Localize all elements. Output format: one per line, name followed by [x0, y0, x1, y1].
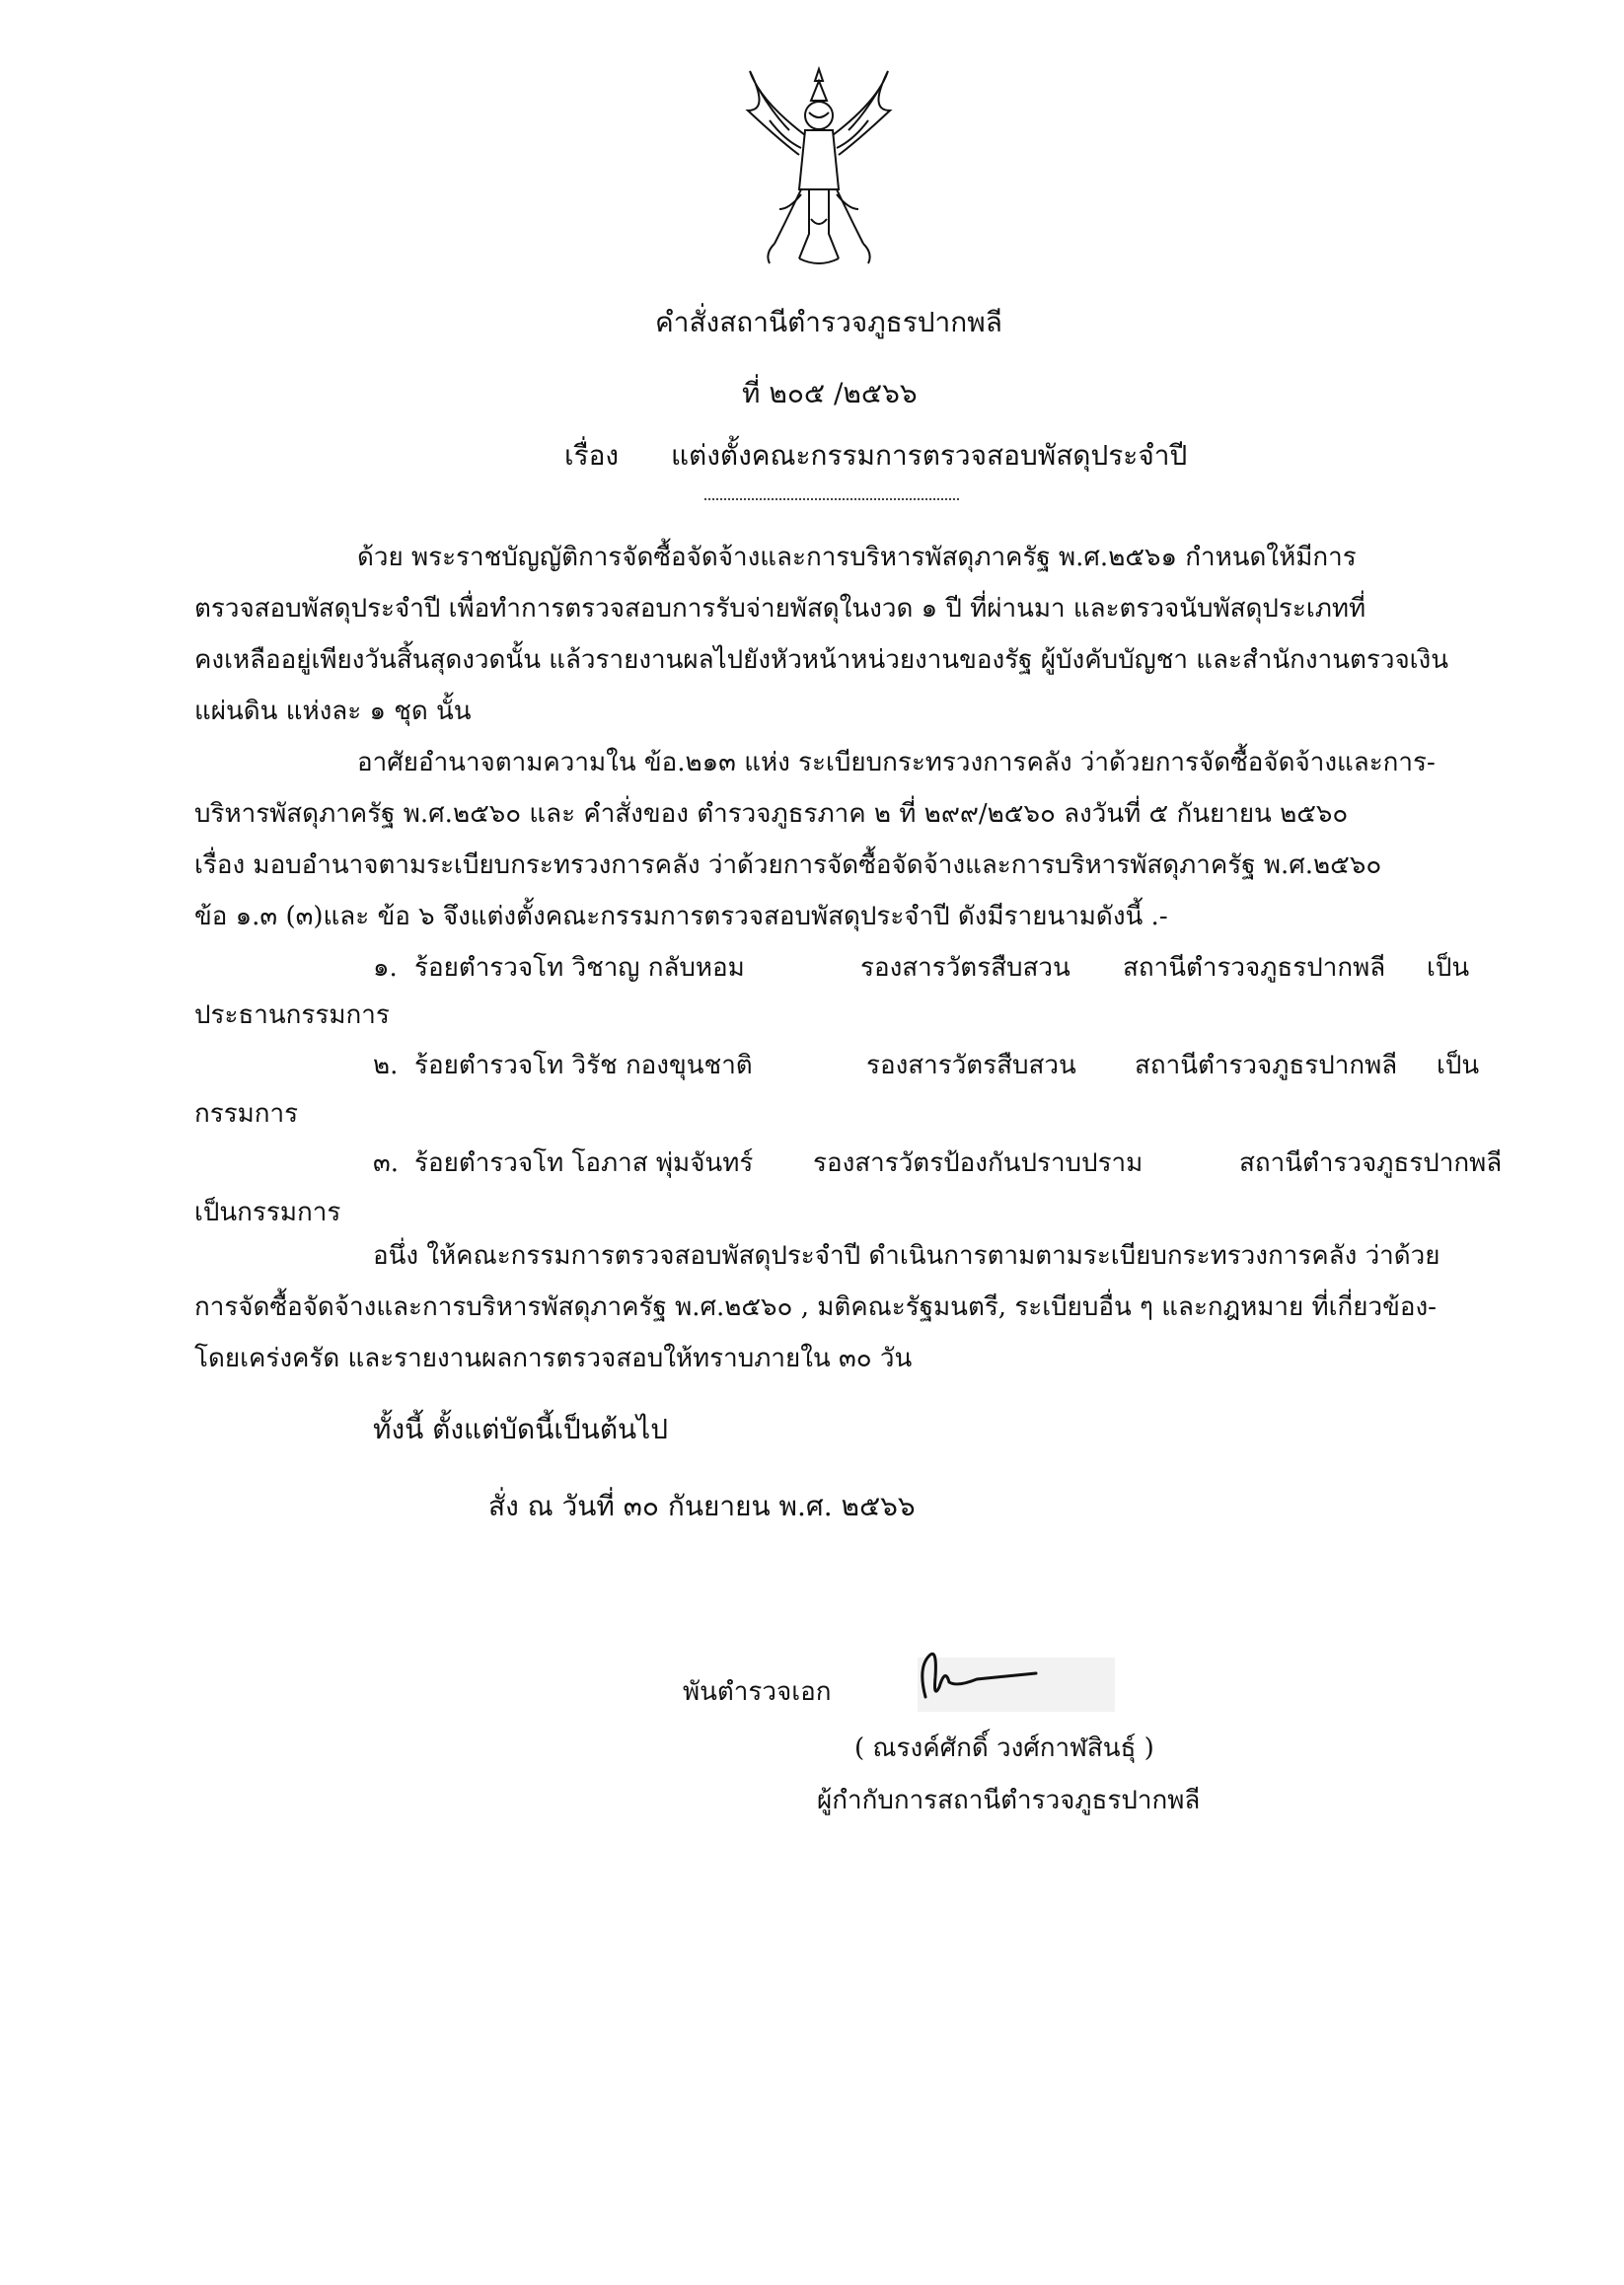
header-divider: [704, 498, 959, 500]
p2-line-2: บริหารพัสดุภาครัฐ พ.ศ.๒๕๖๐ และ คำสั่งของ ตำรวจภูธรภาค ๒ ที่ ๒๙๙/๒๕๖๐ ลงวันที่ ๕ กันยายน ๒๕๖๐: [194, 799, 1349, 829]
member-1-role: ประธานกรรมการ: [194, 1000, 390, 1030]
member-3-role: เป็นกรรมการ: [194, 1198, 341, 1227]
member-1-unit: สถานีตำรวจภูธรปากพลี: [1123, 953, 1386, 983]
member-2-role-suffix: เป็น: [1437, 1051, 1480, 1080]
garuda-emblem: [740, 61, 898, 268]
p1-line-4: แผ่นดิน แห่งละ ๑ ชุด นั้น: [194, 697, 472, 726]
p2-line-3: เรื่อง มอบอำนาจตามระเบียบกระทรวงการคลัง ว่าด้วยการจัดซื้อจัดจ้างและการบริหารพัสดุภาครัฐ พ.ศ.๒๕๖๐: [194, 850, 1382, 880]
member-1-role-suffix: เป็น: [1427, 953, 1470, 983]
p3-line-1: อนึ่ง ให้คณะกรรมการตรวจสอบพัสดุประจำปี ดำเนินการตามตามระเบียบกระทรวงการคลัง ว่าด้วย: [373, 1241, 1440, 1271]
subject-text: แต่งตั้งคณะกรรมการตรวจสอบพัสดุประจำปี: [671, 439, 1188, 472]
p1-line-2: ตรวจสอบพัสดุประจำปี เพื่อทำการตรวจสอบการรับจ่ายพัสดุในงวด ๑ ปี ที่ผ่านมา และตรวจนับพัสดุประเภทที่: [194, 594, 1366, 624]
p2-line-1: อาศัยอำนาจตามความใน ข้อ.๒๑๓ แห่ง ระเบียบกระทรวงการคลัง ว่าด้วยการจัดซื้อจัดจ้างและการ-: [357, 748, 1436, 777]
member-1-position: รองสารวัตรสืบสวน: [860, 953, 1070, 983]
p1-line-3: คงเหลืออยู่เพียงวันสิ้นสุดงวดนั้น แล้วรายงานผลไปยังหัวหน้าหน่วยงานของรัฐ ผู้บังคับบัญชา และสำนักงานตรวจเงิน: [194, 645, 1449, 675]
subject-label: เรื่อง: [564, 439, 620, 472]
handwritten-signature: [888, 1638, 1125, 1712]
order-date: สั่ง ณ วันที่ ๓๐ กันยายน พ.ศ. ๒๕๖๖: [488, 1490, 916, 1522]
member-1-name: ร้อยตำรวจโท วิชาญ กลับหอม: [414, 953, 745, 983]
member-1-no: ๑.: [373, 953, 398, 983]
p3-line-2: การจัดซื้อจัดจ้างและการบริหารพัสดุภาครัฐ พ.ศ.๒๕๖๐ , มติคณะรัฐมนตรี, ระเบียบอื่น ๆ และกฎหมาย ที่เกี่ยวข้อง-: [194, 1292, 1437, 1322]
p3-line-3: โดยเคร่งครัด และรายงานผลการตรวจสอบให้ทราบภายใน ๓๐ วัน: [194, 1344, 913, 1373]
effective-clause: ทั้งนี้ ตั้งแต่บัดนี้เป็นต้นไป: [373, 1413, 669, 1445]
order-number: ที่ ๒๐๕ /๒๕๖๖: [742, 377, 918, 409]
p1-line-1: ด้วย พระราชบัญญัติการจัดซื้อจัดจ้างและการบริหารพัสดุภาครัฐ พ.ศ.๒๕๖๑ กำหนดให้มีการ: [357, 543, 1357, 572]
signer-rank: พันตำรวจเอก: [683, 1677, 832, 1707]
member-3-unit: สถานีตำรวจภูธรปากพลี: [1239, 1148, 1503, 1178]
member-3-name: ร้อยตำรวจโท โอภาส พุ่มจันทร์: [414, 1148, 754, 1178]
signer-position: ผู้กำกับการสถานีตำรวจภูธรปากพลี: [817, 1786, 1201, 1815]
member-2-unit: สถานีตำรวจภูธรปากพลี: [1135, 1051, 1398, 1080]
document-title: คำสั่งสถานีตำรวจภูธรปากพลี: [655, 306, 1002, 338]
p2-line-4: ข้อ ๑.๓ (๓)และ ข้อ ๖ จึงแต่งตั้งคณะกรรมการตรวจสอบพัสดุประจำปี ดังมีรายนามดังนี้ .-: [194, 902, 1168, 931]
signer-name: ( ณรงค์ศักดิ์ วงศ์กาฬสินธุ์ ): [854, 1733, 1154, 1763]
member-3-position: รองสารวัตรป้องกันปราบปราม: [813, 1148, 1144, 1178]
member-2-name: ร้อยตำรวจโท วิรัช กองขุนชาติ: [414, 1051, 753, 1080]
member-2-no: ๒.: [373, 1051, 399, 1080]
member-3-no: ๓.: [373, 1148, 400, 1178]
member-2-role: กรรมการ: [194, 1099, 299, 1129]
member-2-position: รองสารวัตรสืบสวน: [866, 1051, 1076, 1080]
